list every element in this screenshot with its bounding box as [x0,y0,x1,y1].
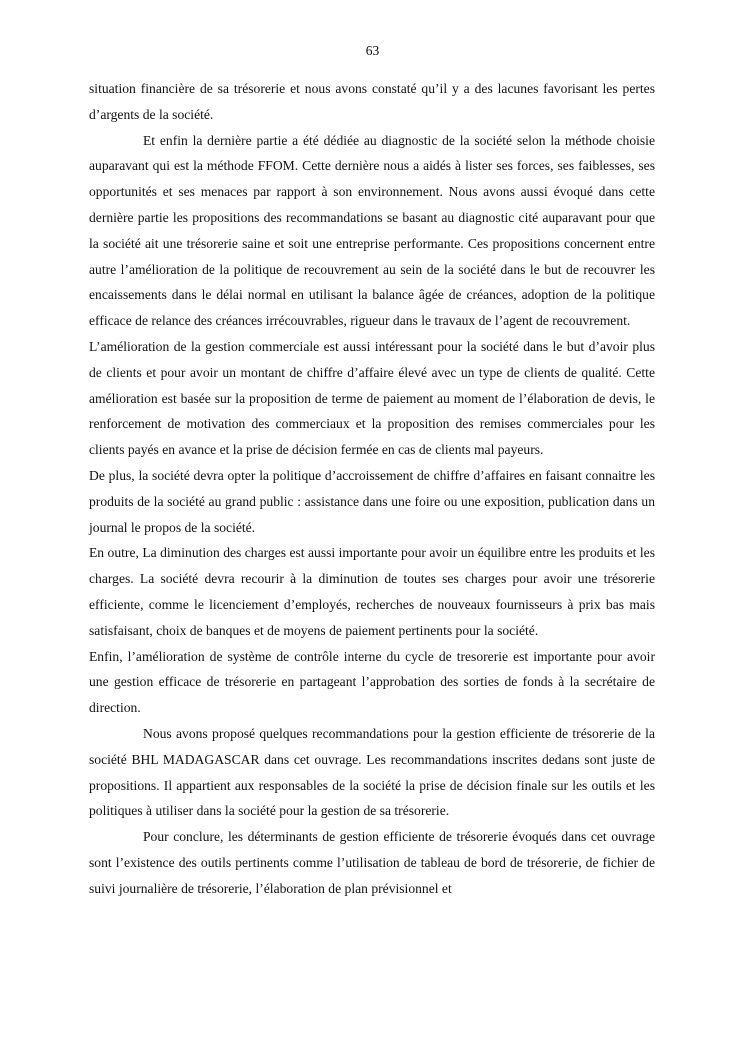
paragraph-diagnostic-ffom: Et enfin la dernière partie a été dédiée au diagnostic de la société selon la méthode choisie auparavant qui est la méthode FFOM. Cette dernière nous a aidés à lister ses forces, ses faiblesses, ses opportunités et ses menaces par rapport à son environnement. Nous avons aussi évoqué dans cette dernière partie les propositions des recommandations se basant au diagnostic cité auparavant pour que la société ait une trésorerie saine et soit une entreprise performante. Ces propositions concernent entre autre l’amélioration de la politique de recouvrement au sein de la société dans le but de recouvrer les encaissements dans le délai normal en utilisant la balance âgée de créances, adoption de la politique efficace de relance des créances irrécouvrables, rigueur dans le travaux de l’agent de recouvrement. [89,132,655,329]
paragraph-chiffre-affaires: De plus, la société devra opter la politique d’accroissement de chiffre d’affaires en faisant connaitre les produits de la société au grand public : assistance dans une foire ou une exposition, publication dans un journal le propos de la société. [89,467,655,535]
paragraph-diminution-charges: En outre, La diminution des charges est aussi importante pour avoir un équilibre entre les produits et les charges. La société devra recourir à la diminution de toutes ses charges pour avoir une trésorerie efficiente, comme le licenciement d’employés, recherches de nouveaux fournisseurs à prix bas mais satisfaisant, choix de banques et de moyens de paiement pertinents pour la société. [89,545,655,638]
body-text [89,76,655,902]
paragraph-recommandations: Nous avons proposé quelques recommandations pour la gestion efficiente de trésorerie de la société BHL MADAGASCAR dans cet ouvrage. Les recommandations inscrites dedans sont juste de propositions. Il appartient aux responsables de la société la prise de décision finale sur les outils et les politiques à utiliser dans la société pour la gestion de sa trésorerie. [89,725,655,819]
paragraph-intro-continuation: situation financière de sa trésorerie et nous avons constaté qu’il y a des lacunes favorisant les pertes d’argents de la société. [89,81,655,122]
paragraph-gestion-commerciale: L’amélioration de la gestion commerciale est aussi intéressant pour la société dans le but d’avoir plus de clients et pour avoir un montant de chiffre d’affaire élevé avec un type de clients de qualité. Cette amélioration est basée sur la proposition de terme de paiement au moment de l’élaboration de devis, le renforcement de motivation des commerciaux et la proposition des remises commerciales pour les clients payés en avance et la prise de décision fermée en cas de clients mal payeurs. [89,338,655,458]
paragraph-controle-interne: Enfin, l’amélioration de système de contrôle interne du cycle de tresorerie est importante pour avoir une gestion efficace de trésorerie en partageant l’approbation des sorties de fonds à la secrétaire de direction. [89,648,655,716]
page-number: 63 [365,43,380,58]
paragraph-conclusion: Pour conclure, les déterminants de gestion efficiente de trésorerie évoqués dans cet ouvrage sont l’existence des outils pertinents comme l’utilisation de tableau de bord de trésorerie, de fichier de suivi journalière de trésorerie, l’élaboration de plan prévisionnel et [89,829,655,896]
